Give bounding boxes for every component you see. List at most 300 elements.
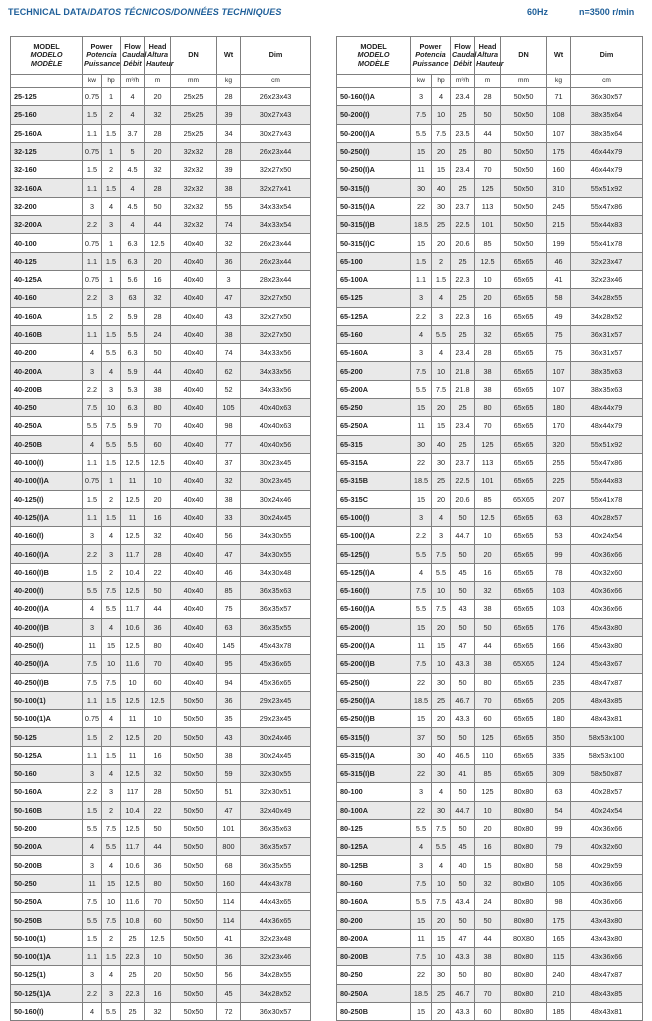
model-cell: 65-315(I)A bbox=[337, 746, 411, 764]
model-cell: 65-315A bbox=[337, 453, 411, 471]
head-cell: 80 bbox=[475, 966, 501, 984]
power-kw-cell: 3 bbox=[411, 289, 432, 307]
table-row bbox=[11, 344, 311, 362]
model-cell: 40-250(I)A bbox=[11, 655, 83, 673]
flow-cell: 117 bbox=[121, 783, 145, 801]
model-cell: 80-125 bbox=[337, 819, 411, 837]
weight-cell: 46 bbox=[217, 563, 241, 581]
weight-cell: 46 bbox=[547, 252, 571, 270]
dim-cell: 58x53x100 bbox=[571, 728, 643, 746]
power-kw-cell: 2.2 bbox=[83, 216, 102, 234]
power-hp-cell: 1 bbox=[102, 472, 121, 490]
weight-cell: 55 bbox=[217, 197, 241, 215]
power-hp-cell: 25 bbox=[432, 472, 451, 490]
power-hp-cell: 1.5 bbox=[432, 270, 451, 288]
dim-cell: 32x23x46 bbox=[241, 947, 311, 965]
table-row bbox=[337, 545, 643, 563]
dim-cell: 32x23x46 bbox=[571, 270, 643, 288]
dn-cell: 50x50 bbox=[171, 929, 217, 947]
model-cell: 80-200A bbox=[337, 929, 411, 947]
model-cell: 32-160A bbox=[11, 179, 83, 197]
weight-cell: 72 bbox=[217, 1002, 241, 1020]
dn-cell: 80x80 bbox=[501, 1002, 547, 1020]
wt-column-header: Wt bbox=[217, 37, 241, 75]
power-kw-cell: 1.5 bbox=[411, 252, 432, 270]
unit-wt: kg bbox=[547, 75, 571, 88]
weight-cell: 32 bbox=[217, 234, 241, 252]
table-row bbox=[337, 984, 643, 1002]
head-cell: 32 bbox=[145, 161, 171, 179]
flow-cell: 12.5 bbox=[121, 691, 145, 709]
weight-cell: 63 bbox=[547, 508, 571, 526]
weight-cell: 62 bbox=[217, 362, 241, 380]
dim-cell: 30x24x45 bbox=[241, 746, 311, 764]
power-kw-cell: 4 bbox=[83, 838, 102, 856]
model-cell: 40-200(I)B bbox=[11, 618, 83, 636]
head-cell: 70 bbox=[145, 893, 171, 911]
model-cell: 50-160(I) bbox=[11, 1002, 83, 1020]
power-hp-cell: 20 bbox=[432, 142, 451, 160]
power-hp-cell: 2 bbox=[102, 161, 121, 179]
model-cell: 40-250(I)B bbox=[11, 673, 83, 691]
flow-cell: 12.5 bbox=[121, 819, 145, 837]
flow-cell: 50 bbox=[451, 819, 475, 837]
title-translations: DATOS TÉCNICOS/DONNÉES TECHNIQUES bbox=[90, 7, 282, 17]
dn-cell: 32x32 bbox=[171, 142, 217, 160]
table-header bbox=[337, 37, 643, 88]
table-row bbox=[11, 673, 311, 691]
dn-cell: 40x40 bbox=[171, 618, 217, 636]
power-hp-cell: 4 bbox=[432, 88, 451, 106]
power-hp-cell: 4 bbox=[432, 856, 451, 874]
weight-cell: 170 bbox=[547, 417, 571, 435]
flow-cell: 3.7 bbox=[121, 124, 145, 142]
dim-cell: 34x33x56 bbox=[241, 380, 311, 398]
power-hp-cell: 4 bbox=[432, 344, 451, 362]
table-row bbox=[11, 563, 311, 581]
weight-cell: 38 bbox=[217, 179, 241, 197]
power-kw-cell: 15 bbox=[411, 399, 432, 417]
flow-cell: 23.7 bbox=[451, 453, 475, 471]
model-cell: 65-250(I) bbox=[337, 673, 411, 691]
table-row bbox=[11, 142, 311, 160]
power-hp-cell: 2 bbox=[432, 252, 451, 270]
table-row bbox=[11, 453, 311, 471]
dn-cell: 40x40 bbox=[171, 380, 217, 398]
model-cell: 50-200(I) bbox=[337, 106, 411, 124]
power-hp-cell: 7.5 bbox=[432, 545, 451, 563]
head-cell: 60 bbox=[475, 710, 501, 728]
weight-cell: 78 bbox=[547, 563, 571, 581]
power-kw-cell: 0.75 bbox=[83, 234, 102, 252]
weight-cell: 75 bbox=[217, 600, 241, 618]
frequency-label: 60Hz bbox=[527, 7, 549, 17]
flow-cell: 11.7 bbox=[121, 838, 145, 856]
unit-dn: mm bbox=[501, 75, 547, 88]
flow-cell: 46.7 bbox=[451, 691, 475, 709]
table-row bbox=[337, 88, 643, 106]
table-row bbox=[11, 417, 311, 435]
weight-cell: 114 bbox=[217, 893, 241, 911]
model-cell: 40-160 bbox=[11, 289, 83, 307]
dn-cell: 80x80 bbox=[501, 911, 547, 929]
model-cell: 50-200(I)A bbox=[337, 124, 411, 142]
model-cell: 80-200B bbox=[337, 947, 411, 965]
power-kw-cell: 0.75 bbox=[83, 710, 102, 728]
power-kw-cell: 18.5 bbox=[411, 216, 432, 234]
table-row bbox=[337, 600, 643, 618]
unit-kw: kw bbox=[411, 75, 432, 88]
model-cell: 65-160A bbox=[337, 344, 411, 362]
flow-cell: 50 bbox=[451, 966, 475, 984]
weight-cell: 3 bbox=[217, 270, 241, 288]
dn-cell: 50x50 bbox=[171, 856, 217, 874]
model-cell: 80-100A bbox=[337, 801, 411, 819]
power-hp-cell: 2 bbox=[102, 728, 121, 746]
dim-cell: 40x28x57 bbox=[571, 508, 643, 526]
model-cell: 50-125(1)A bbox=[11, 984, 83, 1002]
flow-cell: 50 bbox=[451, 545, 475, 563]
head-cell: 20 bbox=[145, 728, 171, 746]
model-cell: 80-250B bbox=[337, 1002, 411, 1020]
table-row bbox=[337, 307, 643, 325]
model-column-header: MODEL MODELO MODÈLE bbox=[11, 37, 83, 75]
dim-column-header: Dim bbox=[241, 37, 311, 75]
flow-cell: 50 bbox=[451, 874, 475, 892]
dim-cell: 36x30x57 bbox=[241, 1002, 311, 1020]
table-row bbox=[11, 728, 311, 746]
dim-cell: 48x43x81 bbox=[571, 710, 643, 728]
flow-cell: 43.3 bbox=[451, 1002, 475, 1020]
power-hp-cell: 7.5 bbox=[102, 911, 121, 929]
model-cell: 50-200A bbox=[11, 838, 83, 856]
dim-cell: 45x43x67 bbox=[571, 655, 643, 673]
weight-cell: 28 bbox=[217, 142, 241, 160]
weight-cell: 245 bbox=[547, 197, 571, 215]
power-kw-cell: 11 bbox=[411, 929, 432, 947]
power-kw-cell: 4 bbox=[83, 344, 102, 362]
table-row bbox=[11, 819, 311, 837]
weight-cell: 56 bbox=[217, 966, 241, 984]
power-hp-cell: 10 bbox=[432, 947, 451, 965]
dim-cell: 29x23x45 bbox=[241, 710, 311, 728]
head-cell: 60 bbox=[145, 911, 171, 929]
dn-cell: 80x80 bbox=[501, 856, 547, 874]
head-cell: 85 bbox=[475, 764, 501, 782]
weight-cell: 160 bbox=[547, 161, 571, 179]
head-cell: 32 bbox=[145, 527, 171, 545]
power-kw-cell: 30 bbox=[411, 179, 432, 197]
table-row bbox=[11, 472, 311, 490]
head-cell: 60 bbox=[145, 435, 171, 453]
dn-cell: 65x65 bbox=[501, 710, 547, 728]
table-row bbox=[11, 691, 311, 709]
head-cell: 44 bbox=[145, 838, 171, 856]
power-kw-cell: 30 bbox=[411, 435, 432, 453]
model-cell: 50-200B bbox=[11, 856, 83, 874]
weight-cell: 71 bbox=[547, 88, 571, 106]
weight-cell: 85 bbox=[217, 582, 241, 600]
dn-cell: 40x40 bbox=[171, 325, 217, 343]
page-header bbox=[0, 0, 652, 30]
power-kw-cell: 3 bbox=[83, 362, 102, 380]
flow-cell: 45 bbox=[451, 838, 475, 856]
power-kw-cell: 1.1 bbox=[83, 252, 102, 270]
weight-cell: 199 bbox=[547, 234, 571, 252]
power-kw-cell: 5.5 bbox=[83, 819, 102, 837]
dn-cell: 50x50 bbox=[171, 893, 217, 911]
dn-cell: 50x50 bbox=[171, 728, 217, 746]
power-kw-cell: 5.5 bbox=[411, 893, 432, 911]
table-row bbox=[11, 600, 311, 618]
power-hp-cell: 30 bbox=[432, 453, 451, 471]
dim-column-header: Dim bbox=[571, 37, 643, 75]
model-cell: 40-250B bbox=[11, 435, 83, 453]
power-hp-cell: 15 bbox=[432, 636, 451, 654]
model-cell: 80-160A bbox=[337, 893, 411, 911]
power-kw-cell: 0.75 bbox=[83, 472, 102, 490]
head-cell: 50 bbox=[145, 197, 171, 215]
power-hp-cell: 20 bbox=[432, 618, 451, 636]
weight-cell: 350 bbox=[547, 728, 571, 746]
dn-cell: 50x50 bbox=[171, 710, 217, 728]
flow-cell: 23.5 bbox=[451, 124, 475, 142]
table-row bbox=[337, 106, 643, 124]
dim-cell: 40x28x57 bbox=[571, 783, 643, 801]
table-row bbox=[11, 435, 311, 453]
model-cell: 80-100 bbox=[337, 783, 411, 801]
flow-cell: 5.9 bbox=[121, 362, 145, 380]
weight-cell: 49 bbox=[547, 307, 571, 325]
table-row bbox=[11, 947, 311, 965]
unit-dim: cm bbox=[571, 75, 643, 88]
power-kw-cell: 4 bbox=[411, 563, 432, 581]
flow-cell: 12.5 bbox=[121, 764, 145, 782]
power-kw-cell: 1.5 bbox=[83, 801, 102, 819]
power-kw-cell: 1.5 bbox=[83, 929, 102, 947]
power-kw-cell: 5.5 bbox=[411, 600, 432, 618]
dn-cell: 50x50 bbox=[501, 88, 547, 106]
model-cell: 65-200(I) bbox=[337, 618, 411, 636]
model-cell: 50-315(I) bbox=[337, 179, 411, 197]
dn-cell: 80x80 bbox=[501, 947, 547, 965]
flow-cell: 22.3 bbox=[451, 307, 475, 325]
model-column-header: MODEL MODELO MODÈLE bbox=[337, 37, 411, 75]
table-row bbox=[337, 289, 643, 307]
unit-hp: hp bbox=[102, 75, 121, 88]
head-cell: 80 bbox=[145, 399, 171, 417]
model-cell: 50-250B bbox=[11, 911, 83, 929]
flow-cell: 6.3 bbox=[121, 252, 145, 270]
dn-cell: 50x50 bbox=[501, 106, 547, 124]
page-title bbox=[8, 7, 282, 17]
weight-cell: 185 bbox=[547, 1002, 571, 1020]
model-cell: 50-125(1) bbox=[11, 966, 83, 984]
flow-cell: 25 bbox=[451, 142, 475, 160]
dim-cell: 34x30x48 bbox=[241, 563, 311, 581]
dim-cell: 46x44x79 bbox=[571, 161, 643, 179]
weight-cell: 38 bbox=[217, 325, 241, 343]
model-cell: 40-160B bbox=[11, 325, 83, 343]
power-hp-cell: 7.5 bbox=[432, 893, 451, 911]
dn-cell: 65x65 bbox=[501, 527, 547, 545]
power-kw-cell: 2.2 bbox=[411, 307, 432, 325]
weight-cell: 36 bbox=[217, 252, 241, 270]
flow-cell: 11 bbox=[121, 746, 145, 764]
dn-cell: 50x50 bbox=[171, 911, 217, 929]
table-row bbox=[11, 289, 311, 307]
model-cell: 32-200 bbox=[11, 197, 83, 215]
dim-cell: 40x32x60 bbox=[571, 838, 643, 856]
power-hp-cell: 3 bbox=[102, 984, 121, 1002]
dn-cell: 32x32 bbox=[171, 197, 217, 215]
power-hp-cell: 5.5 bbox=[102, 838, 121, 856]
model-cell: 40-160(I)A bbox=[11, 545, 83, 563]
dim-cell: 48x47x87 bbox=[571, 966, 643, 984]
flow-cell: 50 bbox=[451, 911, 475, 929]
dim-cell: 44x36x65 bbox=[241, 911, 311, 929]
dim-cell: 48x44x79 bbox=[571, 399, 643, 417]
power-kw-cell: 22 bbox=[411, 453, 432, 471]
dim-cell: 36x31x57 bbox=[571, 325, 643, 343]
weight-cell: 98 bbox=[217, 417, 241, 435]
dim-cell: 44x43x65 bbox=[241, 893, 311, 911]
power-kw-cell: 3 bbox=[411, 856, 432, 874]
dim-cell: 32x27x50 bbox=[241, 289, 311, 307]
flow-column-header: Flow Caudal Débit bbox=[121, 37, 145, 75]
unit-kw: kw bbox=[83, 75, 102, 88]
dn-cell: 40x40 bbox=[171, 563, 217, 581]
table-row bbox=[337, 838, 643, 856]
dim-cell: 29x23x45 bbox=[241, 691, 311, 709]
model-cell: 65-200 bbox=[337, 362, 411, 380]
power-hp-cell: 2 bbox=[102, 563, 121, 581]
power-kw-cell: 2.2 bbox=[411, 527, 432, 545]
dim-cell: 40x24x54 bbox=[571, 801, 643, 819]
table-row bbox=[11, 252, 311, 270]
flow-cell: 47 bbox=[451, 636, 475, 654]
power-hp-cell: 2 bbox=[102, 801, 121, 819]
model-cell: 25-160A bbox=[11, 124, 83, 142]
table-row bbox=[11, 362, 311, 380]
weight-cell: 310 bbox=[547, 179, 571, 197]
power-hp-cell: 3 bbox=[102, 216, 121, 234]
table-row bbox=[337, 893, 643, 911]
power-kw-cell: 2.2 bbox=[83, 984, 102, 1002]
dn-cell: 40x40 bbox=[171, 508, 217, 526]
power-kw-cell: 11 bbox=[411, 161, 432, 179]
dim-cell: 36x35x63 bbox=[241, 582, 311, 600]
flow-cell: 25 bbox=[451, 289, 475, 307]
dim-cell: 34x28x52 bbox=[241, 984, 311, 1002]
dim-cell: 30x24x46 bbox=[241, 728, 311, 746]
dn-cell: 65x65 bbox=[501, 618, 547, 636]
weight-cell: 101 bbox=[217, 819, 241, 837]
table-row bbox=[11, 307, 311, 325]
units-row bbox=[11, 75, 311, 88]
flow-cell: 46.5 bbox=[451, 746, 475, 764]
power-hp-cell: 3 bbox=[102, 380, 121, 398]
model-cell: 50-250(I) bbox=[337, 142, 411, 160]
flow-cell: 22.3 bbox=[121, 947, 145, 965]
dn-cell: 65X65 bbox=[501, 490, 547, 508]
flow-cell: 4 bbox=[121, 106, 145, 124]
head-cell: 38 bbox=[475, 362, 501, 380]
power-hp-cell: 10 bbox=[432, 874, 451, 892]
model-cell: 65-125(I) bbox=[337, 545, 411, 563]
flow-cell: 10.6 bbox=[121, 856, 145, 874]
dim-cell: 36x35x63 bbox=[241, 819, 311, 837]
dim-cell: 48x43x85 bbox=[571, 691, 643, 709]
head-cell: 12.5 bbox=[475, 252, 501, 270]
weight-cell: 95 bbox=[217, 655, 241, 673]
dim-cell: 43x36x66 bbox=[571, 947, 643, 965]
table-row bbox=[11, 838, 311, 856]
dim-cell: 58x50x87 bbox=[571, 764, 643, 782]
power-kw-cell: 22 bbox=[411, 764, 432, 782]
dim-cell: 40x36x66 bbox=[571, 600, 643, 618]
dn-cell: 50x50 bbox=[171, 947, 217, 965]
weight-cell: 166 bbox=[547, 636, 571, 654]
flow-cell: 43.3 bbox=[451, 655, 475, 673]
weight-cell: 98 bbox=[547, 893, 571, 911]
dim-cell: 58x53x100 bbox=[571, 746, 643, 764]
power-kw-cell: 7.5 bbox=[411, 874, 432, 892]
weight-cell: 225 bbox=[547, 472, 571, 490]
dim-cell: 34x33x56 bbox=[241, 362, 311, 380]
head-cell: 44 bbox=[145, 362, 171, 380]
model-cell: 65-315 bbox=[337, 435, 411, 453]
model-cell: 40-125(I) bbox=[11, 490, 83, 508]
table-row bbox=[337, 929, 643, 947]
power-kw-cell: 3 bbox=[411, 88, 432, 106]
table-row bbox=[337, 380, 643, 398]
table-row bbox=[337, 179, 643, 197]
head-cell: 16 bbox=[145, 984, 171, 1002]
dim-cell: 26x23x43 bbox=[241, 88, 311, 106]
table-row bbox=[11, 1002, 311, 1020]
weight-cell: 176 bbox=[547, 618, 571, 636]
power-hp-cell: 4 bbox=[102, 710, 121, 728]
head-cell: 50 bbox=[145, 819, 171, 837]
weight-cell: 38 bbox=[217, 746, 241, 764]
dim-cell: 26x23x44 bbox=[241, 234, 311, 252]
dim-cell: 32x23x48 bbox=[241, 929, 311, 947]
power-hp-cell: 5.5 bbox=[432, 325, 451, 343]
model-cell: 40-200B bbox=[11, 380, 83, 398]
model-cell: 65-100A bbox=[337, 270, 411, 288]
table-row bbox=[337, 764, 643, 782]
dim-cell: 34x30x55 bbox=[241, 545, 311, 563]
model-cell: 65-250(I)B bbox=[337, 710, 411, 728]
table-row bbox=[337, 746, 643, 764]
power-kw-cell: 5.5 bbox=[411, 819, 432, 837]
model-cell: 65-125 bbox=[337, 289, 411, 307]
head-cell: 12.5 bbox=[145, 929, 171, 947]
power-kw-cell: 1.5 bbox=[83, 307, 102, 325]
dim-cell: 34x30x55 bbox=[241, 527, 311, 545]
dim-cell: 34x33x54 bbox=[241, 197, 311, 215]
power-kw-cell: 5.5 bbox=[83, 582, 102, 600]
power-kw-cell: 15 bbox=[411, 710, 432, 728]
dn-cell: 65x65 bbox=[501, 563, 547, 581]
power-hp-cell: 5.5 bbox=[102, 600, 121, 618]
head-cell: 70 bbox=[475, 161, 501, 179]
dn-cell: 40x40 bbox=[171, 490, 217, 508]
table-row bbox=[337, 399, 643, 417]
model-cell: 65-200A bbox=[337, 380, 411, 398]
table-row bbox=[337, 655, 643, 673]
